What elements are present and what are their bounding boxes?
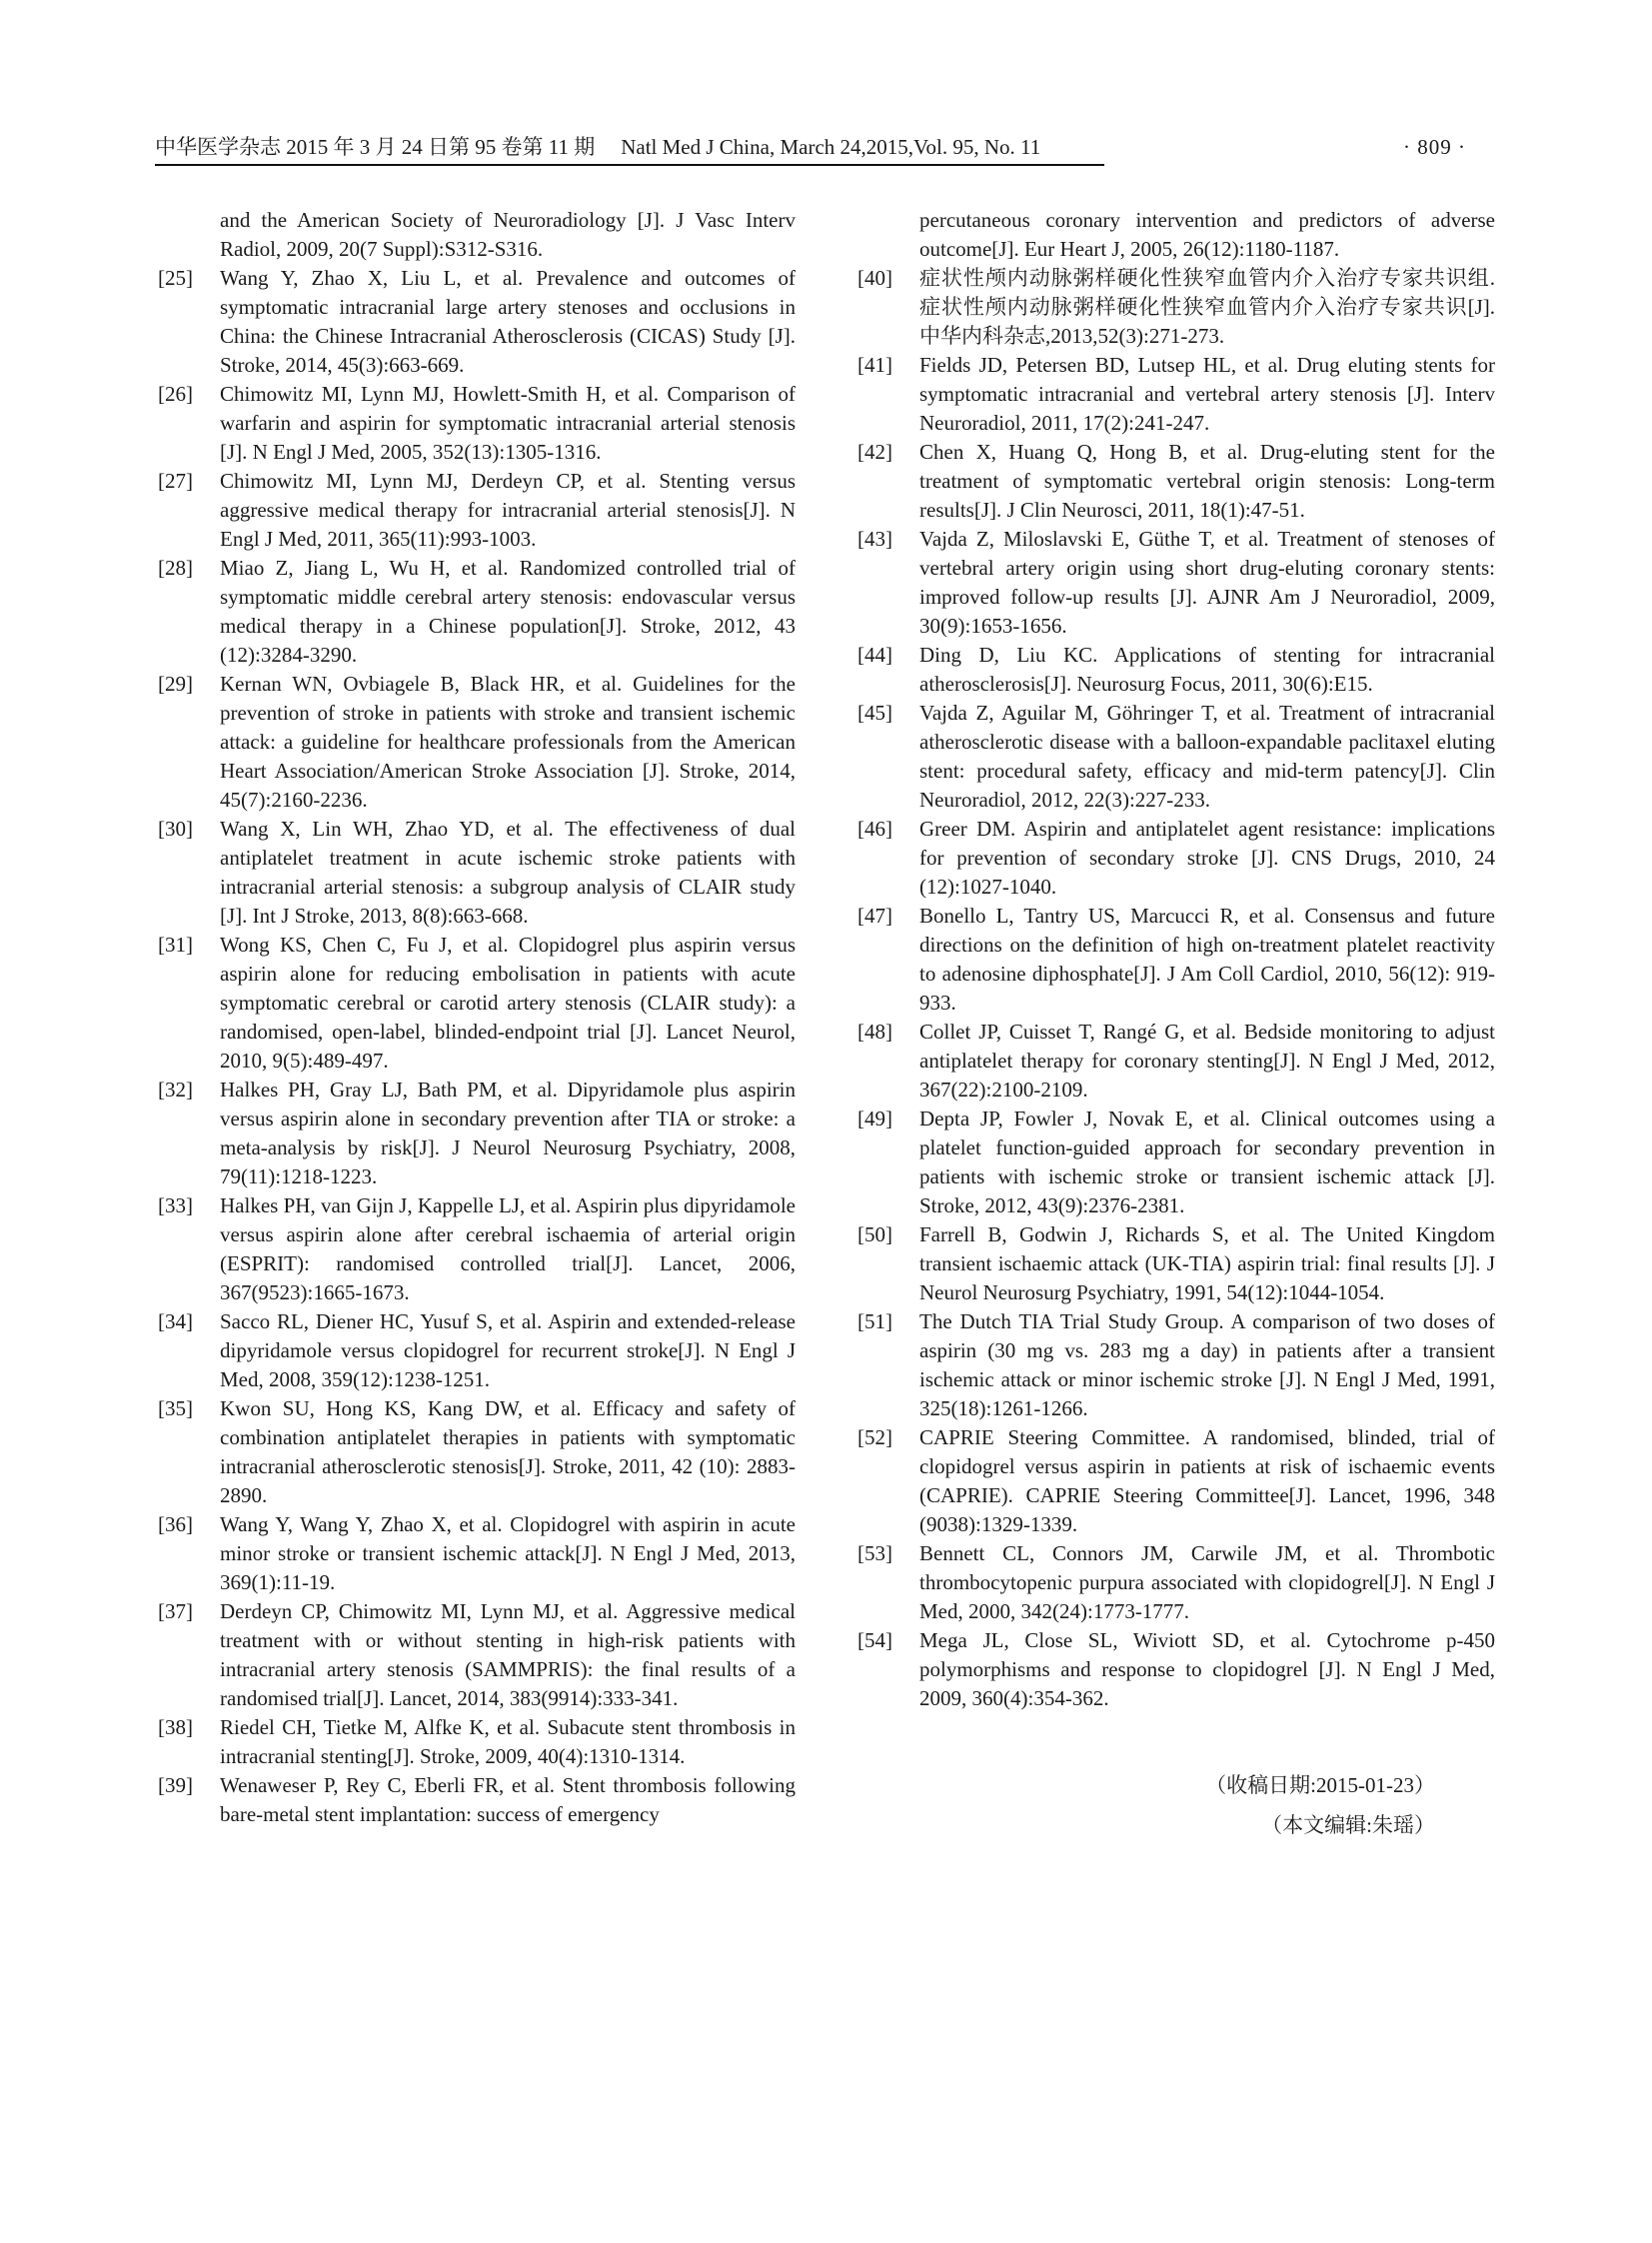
- reference-text: Wang X, Lin WH, Zhao YD, et al. The effectiveness of dual antiplatelet treatment in acute ischemic stroke patients with intracranial arterial stenosis: a subgroup analysis of CLAIR study [J]. Int J Stroke, 2013, 8(8):663-668.: [220, 817, 796, 928]
- references-column-left: [158, 206, 796, 1845]
- reference-number: [158, 206, 220, 264]
- reference-text: Chimowitz MI, Lynn MJ, Derdeyn CP, et al. Stenting versus aggressive medical therapy for intracranial arterial stenosis[J]. N Engl J Med, 2011, 365(11):993-1003.: [220, 469, 796, 551]
- reference-text: The Dutch TIA Trial Study Group. A comparison of two doses of aspirin (30 mg vs. 283 mg a day) in patients after a transient ischemic attack or minor ischemic stroke [J]. N Engl J Med, 1991, 325(18):1261-1266.: [919, 1309, 1495, 1420]
- journal-title-cn: 中华医学杂志 2015 年 3 月 24 日第 95 卷第 11 期: [155, 135, 596, 159]
- received-date-line: （收稿日期:2015-01-23）: [1205, 1773, 1435, 1797]
- reference-text: Greer DM. Aspirin and antiplatelet agent resistance: implications for prevention of secondary stroke [J]. CNS Drugs, 2010, 24 (12):1027-1040.: [919, 817, 1495, 899]
- reference-item: [857, 525, 1495, 641]
- reference-text: Chimowitz MI, Lynn MJ, Howlett-Smith H, et al. Comparison of warfarin and aspirin for symptomatic intracranial arterial stenosis [J]. N Engl J Med, 2005, 352(13):1305-1316.: [220, 382, 796, 464]
- reference-item: [158, 931, 796, 1076]
- reference-item: [158, 1771, 796, 1829]
- reference-text: Depta JP, Fowler J, Novak E, et al. Clinical outcomes using a platelet function-guided approach for secondary prevention in patients with ischemic stroke or transient ischemic attack [J]. Stroke, 2012, 43(9):2376-2381.: [919, 1107, 1495, 1217]
- reference-number: [48]: [857, 1020, 892, 1044]
- reference-number: [35]: [158, 1396, 193, 1420]
- reference-item: [158, 206, 796, 264]
- reference-text: Wang Y, Zhao X, Liu L, et al. Prevalence and outcomes of symptomatic intracranial large artery stenoses and occlusions in China: the Chinese Intracranial Atherosclerosis (CICAS) Study [J]. Stroke, 2014, 45(3):663-669.: [220, 266, 796, 377]
- reference-number: [25]: [158, 266, 193, 290]
- reference-number: [857, 206, 919, 264]
- reference-item: [158, 380, 796, 467]
- reference-number: [45]: [857, 701, 892, 725]
- reference-item: [158, 264, 796, 380]
- reference-item: [857, 351, 1495, 438]
- reference-text: Mega JL, Close SL, Wiviott SD, et al. Cytochrome p-450 polymorphisms and response to clopidogrel [J]. N Engl J Med, 2009, 360(4):354-362.: [919, 1628, 1495, 1710]
- reference-item: [857, 1626, 1495, 1713]
- reference-number: [52]: [857, 1425, 892, 1449]
- reference-number: [34]: [158, 1309, 193, 1333]
- reference-text: percutaneous coronary intervention and predictors of adverse outcome[J]. Eur Heart J, 2005, 26(12):1180-1187.: [919, 208, 1495, 261]
- reference-item: [857, 1307, 1495, 1423]
- reference-item: [857, 1539, 1495, 1626]
- reference-item: [857, 1220, 1495, 1307]
- journal-title-en: Natl Med J China, March 24,2015,Vol. 95, No. 11: [621, 135, 1041, 159]
- reference-item: [158, 670, 796, 815]
- reference-text: Halkes PH, Gray LJ, Bath PM, et al. Dipyridamole plus aspirin versus aspirin alone in secondary prevention after TIA or stroke: a meta-analysis by risk[J]. J Neurol Neurosurg Psychiatry, 2008, 79(11):1218-1223.: [220, 1078, 796, 1188]
- reference-item: [158, 1191, 796, 1307]
- reference-number: [26]: [158, 382, 193, 406]
- reference-item: [158, 554, 796, 670]
- reference-text: Derdeyn CP, Chimowitz MI, Lynn MJ, et al. Aggressive medical treatment with or without stenting in high-risk patients with intracranial artery stenosis (SAMMPRIS): the final results of a randomised trial[J]. Lancet, 2014, 383(9914):333-341.: [220, 1599, 796, 1710]
- reference-text: Vajda Z, Aguilar M, Göhringer T, et al. Treatment of intracranial atherosclerotic disease with a balloon-expandable paclitaxel eluting stent: procedural safety, efficacy and mid-term patency[J]. Clin Neuroradiol, 2012, 22(3):227-233.: [919, 701, 1495, 812]
- signoff-block: [857, 1765, 1495, 1845]
- reference-text: Fields JD, Petersen BD, Lutsep HL, et al. Drug eluting stents for symptomatic intracranial and vertebral artery stenosis [J]. Interv Neuroradiol, 2011, 17(2):241-247.: [919, 353, 1495, 435]
- reference-text: Halkes PH, van Gijn J, Kappelle LJ, et al. Aspirin plus dipyridamole versus aspirin alone after cerebral ischaemia of arterial origin (ESPRIT): randomised controlled trial[J]. Lancet, 2006, 367(9523):1665-1673.: [220, 1193, 796, 1304]
- reference-text: Bonello L, Tantry US, Marcucci R, et al. Consensus and future directions on the definition of high on-treatment platelet reactivity to adenosine diphosphate[J]. J Am Coll Cardiol, 2010, 56(12): 919-933.: [919, 904, 1495, 1015]
- reference-number: [36]: [158, 1512, 193, 1536]
- reference-number: [41]: [857, 353, 892, 377]
- reference-number: [33]: [158, 1193, 193, 1217]
- references-section: [158, 206, 1495, 1845]
- reference-item: [857, 699, 1495, 815]
- reference-number: [46]: [857, 817, 892, 841]
- editor-line: （本文编辑:朱瑶）: [1261, 1813, 1435, 1837]
- reference-text: Miao Z, Jiang L, Wu H, et al. Randomized controlled trial of symptomatic middle cerebral artery stenosis: endovascular versus medical therapy in a Chinese population[J]. Stroke, 2012, 43 (12):3284-3290.: [220, 556, 796, 667]
- reference-item: [857, 264, 1495, 351]
- reference-text: Farrell B, Godwin J, Richards S, et al. The United Kingdom transient ischaemic attack (UK-TIA) aspirin trial: final results [J]. J Neurol Neurosurg Psychiatry, 1991, 54(12):1044-1054.: [919, 1222, 1495, 1304]
- reference-item: [158, 1713, 796, 1771]
- reference-item: [857, 1423, 1495, 1539]
- reference-number: [37]: [158, 1599, 193, 1623]
- reference-item: [857, 206, 1495, 264]
- reference-text: Kwon SU, Hong KS, Kang DW, et al. Efficacy and safety of combination antiplatelet therapies in patients with symptomatic intracranial atherosclerotic stenosis[J]. Stroke, 2011, 42 (10): 2883-2890.: [220, 1396, 796, 1507]
- reference-number: [42]: [857, 440, 892, 464]
- reference-text: Collet JP, Cuisset T, Rangé G, et al. Bedside monitoring to adjust antiplatelet therapy for coronary stenting[J]. N Engl J Med, 2012, 367(22):2100-2109.: [919, 1020, 1495, 1102]
- reference-number: [31]: [158, 933, 193, 957]
- reference-text: Wong KS, Chen C, Fu J, et al. Clopidogrel plus aspirin versus aspirin alone for reducing embolisation in patients with acute symptomatic cerebral or carotid artery stenosis (CLAIR study): a randomised, open-label, blinded-endpoint trial [J]. Lancet Neurol, 2010, 9(5):489-497.: [220, 933, 796, 1073]
- reference-text: and the American Society of Neuroradiology [J]. J Vasc Interv Radiol, 2009, 20(7 Suppl):S312-S316.: [220, 208, 796, 261]
- reference-text: 症状性颅内动脉粥样硬化性狭窄血管内介入治疗专家共识组. 症状性颅内动脉粥样硬化性狭窄血管内介入治疗专家共识[J]. 中华内科杂志,2013,52(3):271-273.: [919, 266, 1495, 348]
- reference-item: [158, 1394, 796, 1510]
- reference-number: [29]: [158, 672, 193, 696]
- reference-number: [47]: [857, 904, 892, 928]
- reference-number: [39]: [158, 1773, 193, 1797]
- reference-text: Ding D, Liu KC. Applications of stenting for intracranial atherosclerosis[J]. Neurosurg Focus, 2011, 30(6):E15.: [919, 643, 1495, 696]
- reference-item: [857, 815, 1495, 902]
- journal-header: [155, 134, 1040, 160]
- reference-text: Chen X, Huang Q, Hong B, et al. Drug-eluting stent for the treatment of symptomatic vertebral origin stenosis: Long-term results[J]. J Clin Neurosci, 2011, 18(1):47-51.: [919, 440, 1495, 522]
- reference-text: Vajda Z, Miloslavski E, Güthe T, et al. Treatment of stenoses of vertebral artery origin using short drug-eluting coronary stents: improved follow-up results [J]. AJNR Am J Neuroradiol, 2009, 30(9):1653-1656.: [919, 527, 1495, 638]
- page-header: [155, 134, 1494, 160]
- reference-number: [43]: [857, 527, 892, 551]
- reference-item: [857, 1105, 1495, 1220]
- reference-number: [44]: [857, 643, 892, 667]
- reference-number: [51]: [857, 1309, 892, 1333]
- reference-text: Riedel CH, Tietke M, Alfke K, et al. Subacute stent thrombosis in intracranial stenting[J]. Stroke, 2009, 40(4):1310-1314.: [220, 1715, 796, 1768]
- reference-number: [49]: [857, 1107, 892, 1130]
- page-number: · 809 ·: [1403, 135, 1466, 159]
- references-column-right: [857, 206, 1495, 1845]
- reference-number: [54]: [857, 1628, 892, 1652]
- reference-number: [50]: [857, 1222, 892, 1246]
- reference-item: [857, 641, 1495, 699]
- reference-item: [158, 1307, 796, 1394]
- reference-item: [158, 1510, 796, 1597]
- reference-text: Bennett CL, Connors JM, Carwile JM, et al. Thrombotic thrombocytopenic purpura associated with clopidogrel[J]. N Engl J Med, 2000, 342(24):1773-1777.: [919, 1541, 1495, 1623]
- reference-item: [158, 1597, 796, 1713]
- header-rule: [155, 164, 1104, 166]
- reference-number: [38]: [158, 1715, 193, 1739]
- reference-number: [40]: [857, 266, 892, 290]
- references-right-list: [857, 206, 1495, 1713]
- reference-item: [158, 467, 796, 554]
- reference-item: [857, 1018, 1495, 1105]
- reference-number: [27]: [158, 469, 193, 493]
- reference-number: [30]: [158, 817, 193, 841]
- reference-number: [53]: [857, 1541, 892, 1565]
- reference-text: Kernan WN, Ovbiagele B, Black HR, et al. Guidelines for the prevention of stroke in patients with stroke and transient ischemic attack: a guideline for healthcare professionals from the American Heart Association/American Stroke Association [J]. Stroke, 2014, 45(7):2160-2236.: [220, 672, 796, 812]
- reference-number: [28]: [158, 556, 193, 580]
- reference-number: [32]: [158, 1078, 193, 1102]
- reference-text: Sacco RL, Diener HC, Yusuf S, et al. Aspirin and extended-release dipyridamole versus clopidogrel for recurrent stroke[J]. N Engl J Med, 2008, 359(12):1238-1251.: [220, 1309, 796, 1391]
- reference-item: [857, 902, 1495, 1018]
- reference-item: [857, 438, 1495, 525]
- reference-text: Wang Y, Wang Y, Zhao X, et al. Clopidogrel with aspirin in acute minor stroke or transient ischemic attack[J]. N Engl J Med, 2013, 369(1):11-19.: [220, 1512, 796, 1594]
- reference-item: [158, 1076, 796, 1191]
- reference-text: Wenaweser P, Rey C, Eberli FR, et al. Stent thrombosis following bare-metal stent implantation: success of emergency: [220, 1773, 796, 1826]
- reference-text: CAPRIE Steering Committee. A randomised, blinded, trial of clopidogrel versus aspirin in patients at risk of ischaemic events (CAPRIE). CAPRIE Steering Committee[J]. Lancet, 1996, 348 (9038):1329-1339.: [919, 1425, 1495, 1536]
- reference-item: [158, 815, 796, 931]
